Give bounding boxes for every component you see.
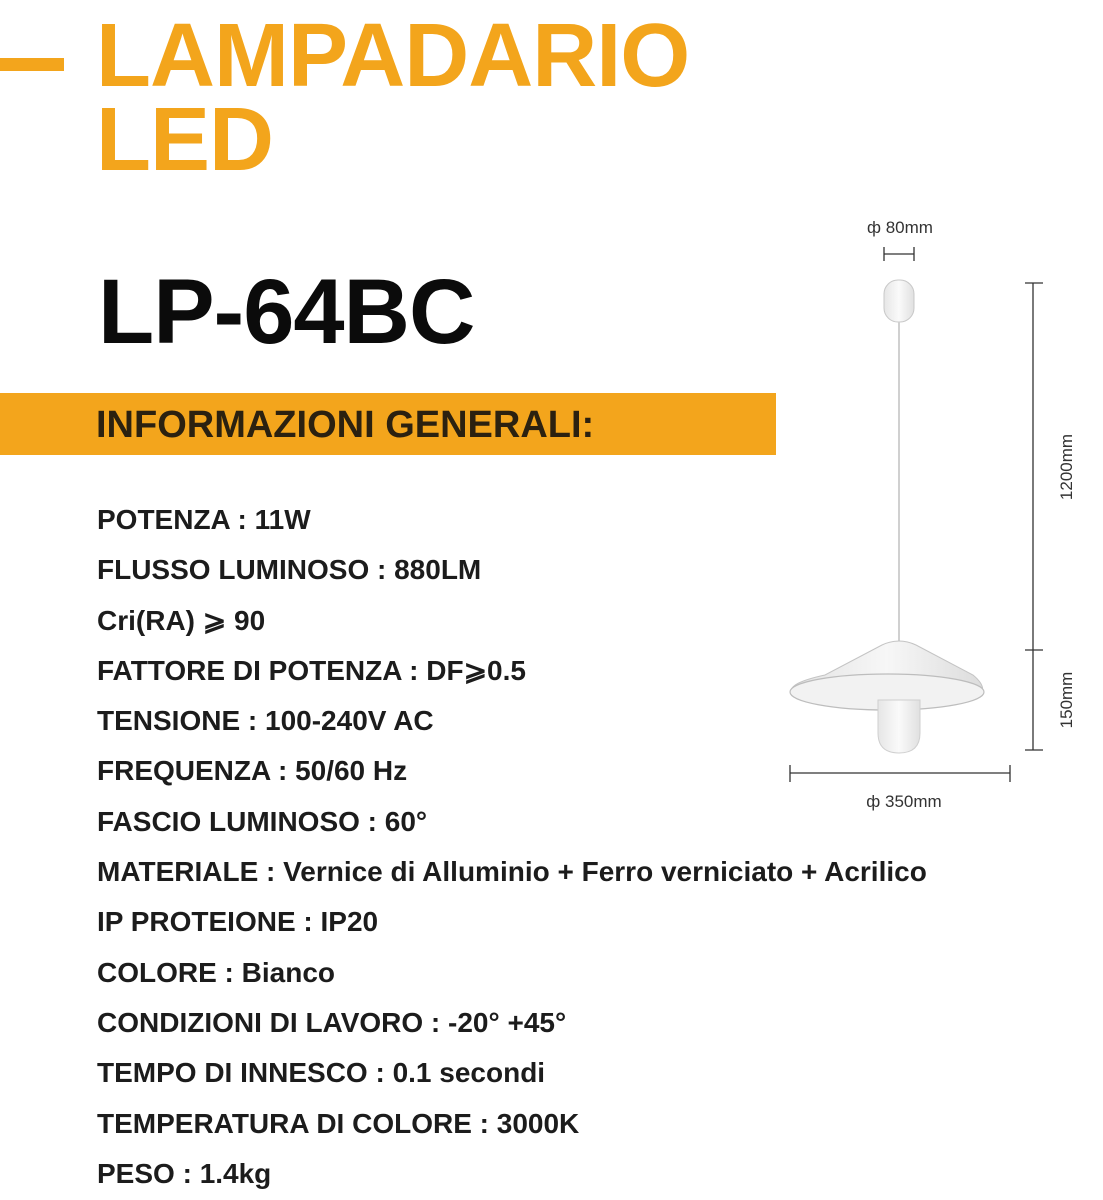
cable-length-label: 1200mm bbox=[1057, 433, 1076, 501]
spec-power: POTENZA : 11W bbox=[97, 504, 311, 535]
section-title: INFORMAZIONI GENERALI: bbox=[96, 404, 595, 446]
lamp-bulb-housing bbox=[878, 700, 920, 753]
spec-start-time: TEMPO DI INNESCO : 0.1 secondi bbox=[97, 1057, 546, 1089]
canopy-diameter-label: ф 80mm bbox=[867, 218, 933, 237]
cable-length-dimension-line bbox=[1025, 283, 1043, 650]
shade-diameter-dimension-line bbox=[790, 765, 1010, 782]
spec-weight: PESO : 1.4kg bbox=[97, 1157, 272, 1189]
title-line-2: LED bbox=[96, 90, 273, 190]
spec-material: MATERIALE : Vernice di Alluminio + Ferro verniciato + Acrilico bbox=[97, 856, 927, 888]
lamp-dimension-diagram bbox=[770, 205, 1090, 825]
shade-height-dimension-line bbox=[1025, 650, 1043, 750]
model-number: LP-64BC bbox=[98, 261, 475, 363]
spec-ip-rating: IP PROTEIONE : IP20 bbox=[97, 906, 379, 938]
spec-frequency: FREQUENZA : 50/60 Hz bbox=[97, 755, 408, 787]
spec-luminous-flux: FLUSSO LUMINOSO : 880LM bbox=[97, 554, 482, 586]
page-title bbox=[96, 6, 690, 190]
spec-color: COLORE : Bianco bbox=[97, 956, 336, 988]
spec-beam-angle: FASCIO LUMINOSO : 60° bbox=[97, 805, 428, 837]
spec-voltage: TENSIONE : 100-240V AC bbox=[97, 705, 434, 737]
shade-diameter-label: ф 350mm bbox=[866, 792, 942, 811]
spec-power-factor: FATTORE DI POTENZA : DF⩾0.5 bbox=[97, 654, 526, 686]
spec-color-temperature: TEMPERATURA DI COLORE : 3000K bbox=[97, 1107, 580, 1139]
canopy-dimension-line bbox=[884, 247, 914, 261]
shade-height-label: 150mm bbox=[1057, 671, 1076, 729]
spec-working-conditions: CONDIZIONI DI LAVORO : -20° +45° bbox=[97, 1006, 567, 1038]
title-line-1: LAMPADARIO bbox=[96, 6, 690, 106]
lamp-canopy bbox=[884, 280, 914, 322]
accent-dash bbox=[0, 58, 64, 71]
spec-cri: Cri(RA) ⩾ 90 bbox=[97, 604, 266, 636]
